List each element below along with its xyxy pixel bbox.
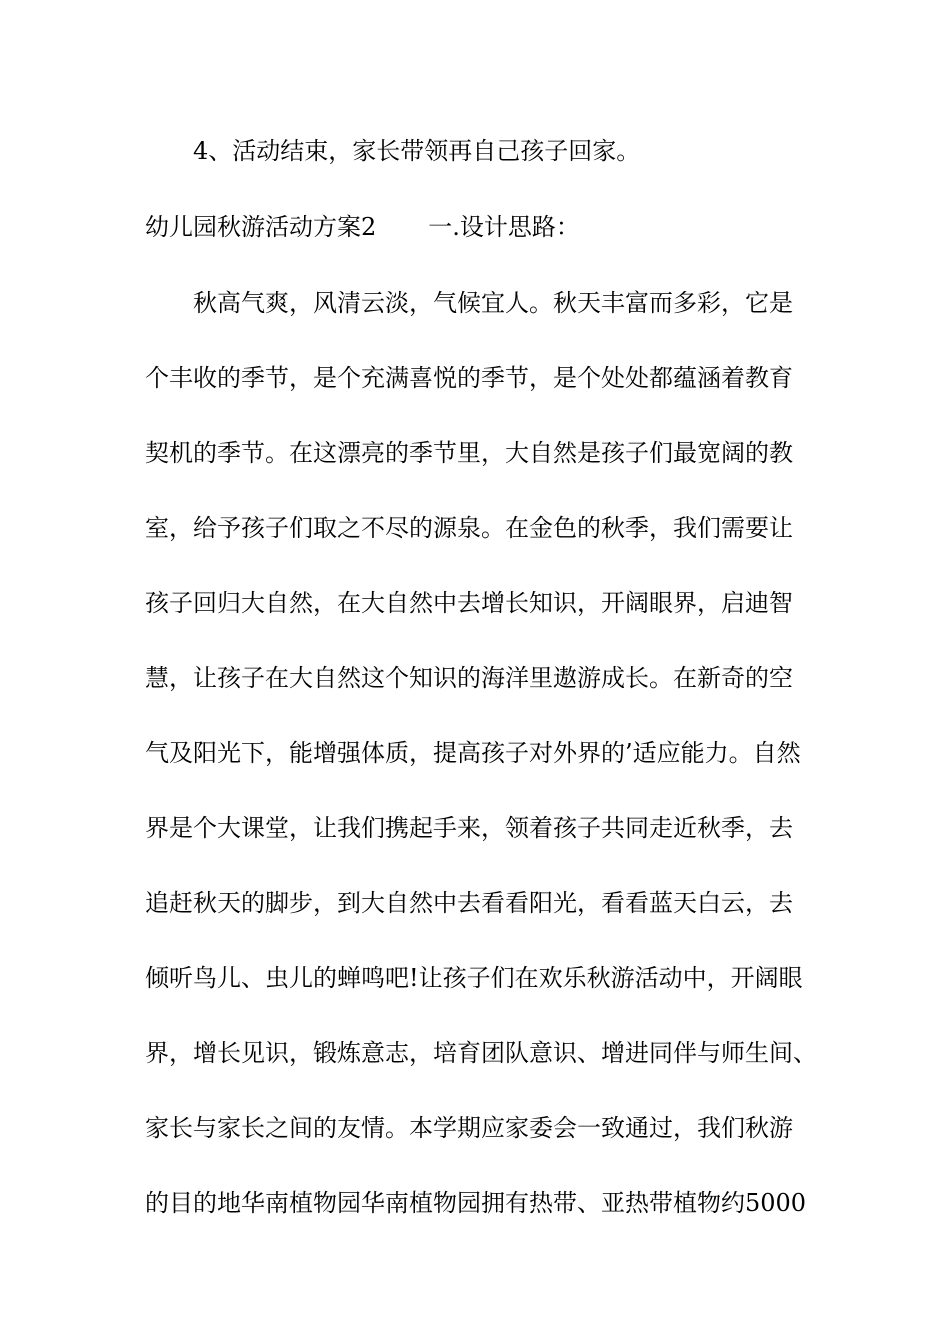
paragraph-line: 个丰收的季节，是个充满喜悦的季节，是个处处都蕴涵着教育: [145, 364, 793, 392]
paragraph-line: 界是个大课堂，让我们携起手来，领着孩子共同走近秋季，去: [145, 814, 793, 842]
paragraph-line: 界，增长见识，锻炼意志，培育团队意识、增进同伴与师生间、: [145, 1039, 817, 1067]
paragraph-line: 秋高气爽，风清云淡，气候宜人。秋天丰富而多彩，它是: [193, 289, 793, 317]
paragraph-line: 孩子回归大自然，在大自然中去增长知识，开阔眼界，启迪智: [145, 589, 793, 617]
document-title: 幼儿园秋游活动方案2: [145, 213, 377, 241]
paragraph-line: 慧，让孩子在大自然这个知识的海洋里遨游成长。在新奇的空: [145, 664, 793, 692]
paragraph-line: 追赶秋天的脚步，到大自然中去看看阳光，看看蓝天白云，去: [145, 889, 793, 917]
paragraph-line: 契机的季节。在这漂亮的季节里，大自然是孩子们最宽阔的教: [145, 439, 793, 467]
section-heading: [145, 207, 825, 247]
paragraph-line: 气及阳光下，能增强体质，提高孩子对外界的’适应能力。自然: [145, 739, 801, 767]
section-title: 一.设计思路：: [428, 213, 580, 241]
paragraph-line: 家长与家长之间的友情。本学期应家委会一致通过，我们秋游: [145, 1114, 793, 1142]
paragraph-line: 倾听鸟儿、虫儿的蝉鸣吧!让孩子们在欢乐秋游活动中，开阔眼: [145, 964, 803, 992]
step-4-text: 4、活动结束，家长带领再自己孩子回家。: [193, 137, 641, 165]
paragraph-line: 室，给予孩子们取之不尽的源泉。在金色的秋季，我们需要让: [145, 514, 793, 542]
paragraph-line: 的目的地华南植物园华南植物园拥有热带、亚热带植物约5000: [145, 1189, 807, 1217]
